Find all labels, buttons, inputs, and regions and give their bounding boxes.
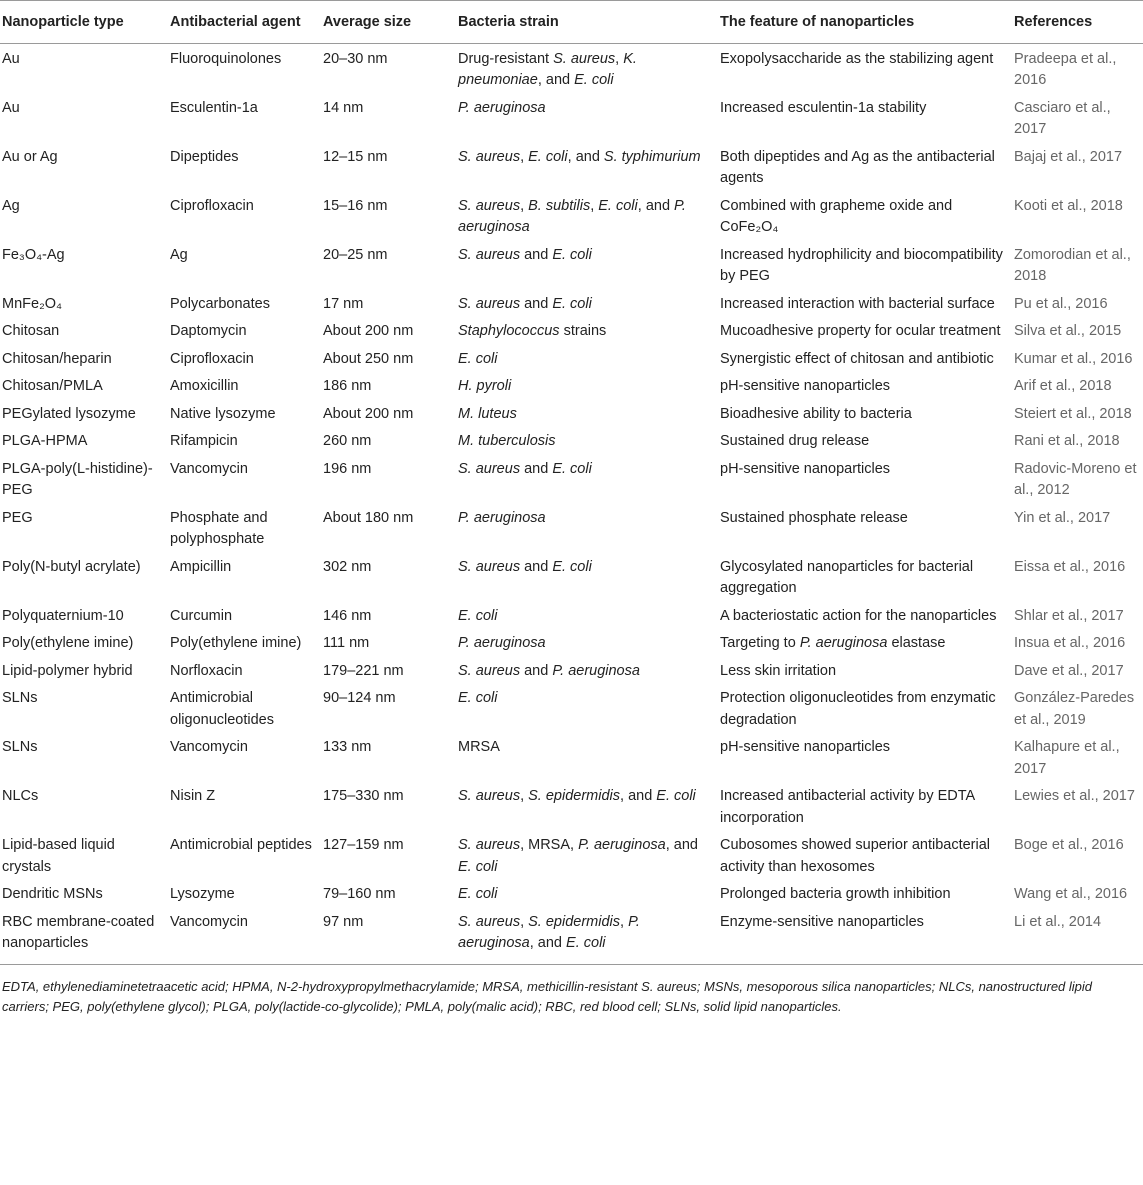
- italic-text-segment: P. aeruginosa: [458, 635, 546, 651]
- cell-nanoparticle-type: Chitosan: [2, 323, 60, 339]
- italic-text-segment: E. coli: [458, 607, 498, 624]
- cell-bacteria-strain: [456, 291, 718, 319]
- header-antibacterial-agent: Antibacterial agent: [170, 14, 301, 30]
- cell-bacteria-strain: [456, 373, 718, 401]
- cell-average-size: 133 nm: [323, 739, 372, 755]
- cell-feature: Prolonged bacteria growth inhibition: [720, 886, 951, 902]
- italic-text-segment: S. aureus: [553, 50, 616, 67]
- cell-feature: [718, 630, 1012, 658]
- italic-text-segment: S. aureus: [458, 246, 521, 263]
- table-row: [0, 456, 1143, 505]
- italic-text-segment: E. coli: [458, 350, 498, 367]
- italic-text-segment: P. aeruginosa: [458, 197, 686, 235]
- cell-feature: A bacteriostatic action for the nanoparticles: [720, 607, 997, 624]
- cell-bacteria-strain: [456, 144, 718, 193]
- text-segment: ,: [520, 197, 529, 214]
- text-segment: Drug-resistant: [458, 50, 554, 67]
- cell-reference: González-Paredes et al., 2019: [1014, 690, 1135, 728]
- text-segment: elastase: [887, 635, 946, 651]
- cell-reference: Boge et al., 2016: [1014, 837, 1124, 853]
- italic-text-segment: E. coli: [598, 197, 638, 214]
- cell-average-size: 15–16 nm: [323, 197, 388, 214]
- cell-reference: Lewies et al., 2017: [1014, 788, 1135, 804]
- italic-text-segment: P. aeruginosa: [552, 662, 640, 679]
- text-segment: ,: [520, 148, 529, 165]
- cell-antibacterial-agent: Native lysozyme: [170, 405, 276, 422]
- italic-text-segment: Staphylococcus: [458, 323, 560, 339]
- cell-nanoparticle-type: Au: [2, 50, 20, 67]
- cell-average-size: 97 nm: [323, 913, 364, 930]
- table-row: [0, 505, 1143, 554]
- italic-text-segment: P. aeruginosa: [458, 913, 640, 951]
- cell-feature: pH-sensitive nanoparticles: [720, 739, 891, 755]
- cell-average-size: 12–15 nm: [323, 148, 388, 165]
- italic-text-segment: S. epidermidis: [528, 913, 621, 930]
- header-bacteria-strain: Bacteria strain: [458, 14, 559, 30]
- cell-antibacterial-agent: Antimicrobial peptides: [170, 837, 312, 853]
- text-segment: Targeting to: [720, 635, 800, 651]
- cell-bacteria-strain: [456, 505, 718, 554]
- table-row: [0, 242, 1143, 291]
- cell-nanoparticle-type: PEG: [2, 509, 33, 526]
- table-row: [0, 734, 1143, 783]
- cell-feature: Bioadhesive ability to bacteria: [720, 405, 912, 422]
- italic-text-segment: S. aureus: [458, 558, 521, 575]
- cell-antibacterial-agent: Vancomycin: [170, 739, 248, 755]
- italic-text-segment: E. coli: [552, 295, 592, 312]
- cell-antibacterial-agent: Polycarbonates: [170, 295, 270, 312]
- text-segment: ,: [615, 50, 624, 67]
- cell-antibacterial-agent: Vancomycin: [170, 913, 248, 930]
- table-row: [0, 783, 1143, 832]
- cell-average-size: 79–160 nm: [323, 886, 396, 902]
- cell-reference: Zomorodian et al., 2018: [1014, 246, 1131, 284]
- italic-text-segment: P. aeruginosa: [458, 509, 546, 526]
- cell-reference: Wang et al., 2016: [1014, 886, 1128, 902]
- cell-average-size: 186 nm: [323, 378, 372, 394]
- cell-nanoparticle-type: Poly(N-butyl acrylate): [2, 558, 141, 575]
- cell-reference: Silva et al., 2015: [1014, 323, 1122, 339]
- italic-text-segment: E. coli: [552, 558, 592, 575]
- cell-reference: Rani et al., 2018: [1014, 433, 1120, 449]
- text-segment: , and: [637, 197, 675, 214]
- cell-nanoparticle-type: PLGA-poly(L-histidine)-PEG: [2, 460, 153, 498]
- text-segment: ,: [620, 913, 629, 930]
- table-row: [0, 43, 1143, 95]
- cell-average-size: 20–30 nm: [323, 50, 388, 67]
- italic-text-segment: E. coli: [552, 460, 592, 477]
- cell-feature: Cubosomes showed superior antibacterial activity than hexosomes: [720, 837, 991, 875]
- header-average-size: Average size: [323, 14, 412, 30]
- cell-nanoparticle-type: Lipid-based liquid crystals: [2, 837, 115, 875]
- italic-text-segment: S. aureus: [458, 837, 521, 853]
- cell-average-size: About 250 nm: [323, 350, 414, 367]
- text-segment: ,: [590, 197, 599, 214]
- italic-text-segment: S. aureus: [458, 662, 521, 679]
- cell-reference: Dave et al., 2017: [1014, 662, 1124, 679]
- table-footnote: EDTA, ethylenediaminetetraacetic acid; HPMA, N-2-hydroxypropylmethacrylamide; MRSA, methicillin-resistant S. aureus; MSNs, mesoporous silica nanoparticles; NLCs, nanostructured lipid carriers; PEG, poly(ethylene glycol); PLGA, poly(lactide-co-glycolide); PMLA, poly(malic acid); RBC, red blood cell; SLNs, solid lipid nanoparticles.: [2, 978, 1093, 1014]
- cell-antibacterial-agent: Norfloxacin: [170, 662, 243, 679]
- cell-bacteria-strain: [456, 909, 718, 965]
- text-segment: ,: [520, 913, 529, 930]
- table-header: [0, 1, 1143, 44]
- cell-antibacterial-agent: Fluoroquinolones: [170, 50, 282, 67]
- cell-feature: Exopolysaccharide as the stabilizing agent: [720, 50, 994, 67]
- cell-bacteria-strain: [456, 242, 718, 291]
- cell-antibacterial-agent: Phosphate and polyphosphate: [170, 509, 268, 547]
- text-segment: ,: [520, 788, 529, 804]
- cell-nanoparticle-type: NLCs: [2, 788, 39, 804]
- cell-feature: pH-sensitive nanoparticles: [720, 378, 891, 394]
- cell-bacteria-strain: [456, 658, 718, 686]
- italic-text-segment: E. coli: [574, 72, 614, 88]
- cell-reference: Bajaj et al., 2017: [1014, 148, 1123, 165]
- header-references: References: [1014, 14, 1093, 30]
- cell-average-size: 17 nm: [323, 295, 364, 312]
- table-row: [0, 554, 1143, 603]
- cell-average-size: 302 nm: [323, 558, 372, 575]
- cell-nanoparticle-type: Polyquaternium-10: [2, 607, 124, 624]
- italic-text-segment: M. tuberculosis: [458, 433, 556, 449]
- table-body: [0, 43, 1143, 964]
- cell-feature: Both dipeptides and Ag as the antibacterial agents: [720, 148, 995, 186]
- table-row: [0, 428, 1143, 456]
- table-row: [0, 318, 1143, 346]
- italic-text-segment: P. aeruginosa: [799, 635, 888, 651]
- cell-nanoparticle-type: Poly(ethylene imine): [2, 635, 134, 651]
- text-segment: and: [520, 460, 553, 477]
- cell-bacteria-strain: [456, 783, 718, 832]
- italic-text-segment: B. subtilis: [528, 197, 591, 214]
- italic-text-segment: E. coli: [458, 886, 498, 902]
- cell-bacteria-strain: [456, 734, 718, 783]
- italic-text-segment: M. luteus: [458, 405, 517, 422]
- cell-reference: Kalhapure et al., 2017: [1014, 739, 1120, 777]
- cell-antibacterial-agent: Ciprofloxacin: [170, 197, 254, 214]
- cell-feature: Combined with grapheme oxide and CoFe₂O₄: [720, 197, 953, 235]
- cell-antibacterial-agent: Nisin Z: [170, 788, 216, 804]
- italic-text-segment: E. coli: [528, 148, 568, 165]
- table-row: [0, 909, 1143, 965]
- cell-bacteria-strain: [456, 428, 718, 456]
- cell-average-size: 127–159 nm: [323, 837, 404, 853]
- cell-feature: Increased hydrophilicity and biocompatibility by PEG: [720, 246, 1003, 284]
- cell-feature: Glycosylated nanoparticles for bacterial aggregation: [720, 558, 974, 596]
- cell-antibacterial-agent: Dipeptides: [170, 148, 239, 165]
- cell-bacteria-strain: [456, 95, 718, 144]
- italic-text-segment: S. aureus: [458, 197, 521, 214]
- text-segment: , MRSA,: [520, 837, 579, 853]
- cell-antibacterial-agent: Ciprofloxacin: [170, 350, 254, 367]
- table-row: [0, 401, 1143, 429]
- text-segment: and: [520, 558, 553, 575]
- table-row: [0, 95, 1143, 144]
- text-segment: and: [520, 662, 553, 679]
- italic-text-segment: E. coli: [458, 858, 498, 875]
- cell-nanoparticle-type: SLNs: [2, 690, 38, 706]
- cell-average-size: About 200 nm: [323, 405, 414, 422]
- cell-reference: Li et al., 2014: [1014, 913, 1102, 930]
- table-row: [0, 685, 1143, 734]
- cell-reference: Radovic-Moreno et al., 2012: [1014, 460, 1137, 498]
- text-segment: , and: [567, 148, 604, 165]
- italic-text-segment: H. pyroli: [458, 378, 512, 394]
- cell-bacteria-strain: [456, 401, 718, 429]
- italic-text-segment: S. aureus: [458, 913, 521, 930]
- table-row: [0, 658, 1143, 686]
- cell-reference: Pradeepa et al., 2016: [1014, 50, 1117, 88]
- cell-reference: Insua et al., 2016: [1014, 635, 1126, 651]
- cell-bacteria-strain: [456, 318, 718, 346]
- table-row: [0, 193, 1143, 242]
- cell-feature: Increased esculentin-1a stability: [720, 99, 927, 116]
- cell-nanoparticle-type: PEGylated lysozyme: [2, 405, 136, 422]
- cell-reference: Kooti et al., 2018: [1014, 197, 1123, 214]
- header-nanoparticle-type: Nanoparticle type: [2, 14, 124, 30]
- cell-nanoparticle-type: Ag: [2, 197, 20, 214]
- cell-feature: pH-sensitive nanoparticles: [720, 460, 891, 477]
- cell-nanoparticle-type: Lipid-polymer hybrid: [2, 662, 133, 679]
- cell-antibacterial-agent: Lysozyme: [170, 886, 235, 902]
- cell-bacteria-strain: [456, 554, 718, 603]
- cell-reference: Eissa et al., 2016: [1014, 558, 1126, 575]
- cell-nanoparticle-type: MnFe₂O₄: [2, 295, 62, 312]
- table-row: [0, 881, 1143, 909]
- table-row: [0, 144, 1143, 193]
- text-segment: strains: [559, 323, 607, 339]
- cell-bacteria-strain: [456, 193, 718, 242]
- cell-feature: Sustained drug release: [720, 433, 870, 449]
- cell-average-size: 196 nm: [323, 460, 372, 477]
- cell-average-size: 175–330 nm: [323, 788, 404, 804]
- table-row: [0, 630, 1143, 658]
- italic-text-segment: E. coli: [458, 690, 498, 706]
- cell-average-size: 179–221 nm: [323, 662, 404, 679]
- cell-average-size: 20–25 nm: [323, 246, 388, 263]
- table-row: [0, 346, 1143, 374]
- cell-antibacterial-agent: Ampicillin: [170, 558, 232, 575]
- cell-reference: Shlar et al., 2017: [1014, 607, 1124, 624]
- cell-bacteria-strain: [456, 346, 718, 374]
- italic-text-segment: E. coli: [566, 935, 606, 951]
- cell-average-size: 111 nm: [323, 635, 370, 651]
- cell-antibacterial-agent: Rifampicin: [170, 433, 238, 449]
- italic-text-segment: E. coli: [656, 788, 696, 804]
- cell-bacteria-strain: [456, 43, 718, 95]
- italic-text-segment: S. aureus: [458, 295, 521, 312]
- cell-nanoparticle-type: Dendritic MSNs: [2, 886, 103, 902]
- text-segment: and: [520, 295, 553, 312]
- cell-average-size: 90–124 nm: [323, 690, 396, 706]
- cell-feature: Mucoadhesive property for ocular treatment: [720, 323, 1001, 339]
- cell-reference: Yin et al., 2017: [1014, 509, 1111, 526]
- table-row: [0, 373, 1143, 401]
- cell-feature: Synergistic effect of chitosan and antibiotic: [720, 350, 994, 367]
- cell-antibacterial-agent: Vancomycin: [170, 460, 248, 477]
- cell-nanoparticle-type: Chitosan/PMLA: [2, 378, 103, 394]
- italic-text-segment: P. aeruginosa: [578, 837, 666, 853]
- italic-text-segment: S. aureus: [458, 788, 521, 804]
- cell-nanoparticle-type: Fe₃O₄-Ag: [2, 246, 65, 263]
- cell-bacteria-strain: [456, 685, 718, 734]
- cell-antibacterial-agent: Curcumin: [170, 607, 233, 624]
- cell-feature: Protection oligonucleotides from enzymatic degradation: [720, 690, 996, 728]
- cell-nanoparticle-type: SLNs: [2, 739, 38, 755]
- text-segment: , and: [529, 935, 567, 951]
- cell-nanoparticle-type: Au or Ag: [2, 148, 58, 165]
- text-segment: MRSA: [458, 739, 500, 755]
- cell-average-size: 146 nm: [323, 607, 372, 624]
- cell-average-size: About 180 nm: [323, 509, 414, 526]
- cell-feature: Less skin irritation: [720, 662, 837, 679]
- cell-antibacterial-agent: Antimicrobial oligonucleotides: [170, 690, 274, 728]
- cell-bacteria-strain: [456, 832, 718, 881]
- table-row: [0, 832, 1143, 881]
- table-row: [0, 603, 1143, 631]
- cell-average-size: 260 nm: [323, 433, 372, 449]
- cell-bacteria-strain: [456, 881, 718, 909]
- italic-text-segment: S. aureus: [458, 460, 521, 477]
- text-segment: , and: [665, 837, 698, 853]
- cell-reference: Steiert et al., 2018: [1014, 405, 1132, 422]
- header-feature: The feature of nanoparticles: [720, 14, 915, 30]
- cell-reference: Pu et al., 2016: [1014, 295, 1108, 312]
- cell-reference: Arif et al., 2018: [1014, 378, 1112, 394]
- cell-nanoparticle-type: Chitosan/heparin: [2, 350, 112, 367]
- cell-antibacterial-agent: Amoxicillin: [170, 378, 239, 394]
- italic-text-segment: S. epidermidis: [528, 788, 621, 804]
- cell-reference: Casciaro et al., 2017: [1014, 99, 1111, 137]
- italic-text-segment: K. pneumoniae: [458, 50, 637, 88]
- text-segment: , and: [620, 788, 657, 804]
- cell-feature: Increased antibacterial activity by EDTA incorporation: [720, 788, 975, 826]
- cell-bacteria-strain: [456, 456, 718, 505]
- italic-text-segment: P. aeruginosa: [458, 99, 546, 116]
- table-row: [0, 291, 1143, 319]
- cell-average-size: 14 nm: [323, 99, 364, 116]
- cell-nanoparticle-type: RBC membrane-coated nanoparticles: [2, 913, 155, 951]
- cell-reference: Kumar et al., 2016: [1014, 350, 1133, 367]
- cell-nanoparticle-type: PLGA-HPMA: [2, 433, 88, 449]
- cell-feature: Enzyme-sensitive nanoparticles: [720, 913, 924, 930]
- cell-feature: Sustained phosphate release: [720, 509, 908, 526]
- italic-text-segment: S. typhimurium: [603, 148, 701, 165]
- cell-antibacterial-agent: Esculentin-1a: [170, 99, 258, 116]
- text-segment: , and: [537, 72, 575, 88]
- cell-antibacterial-agent: Daptomycin: [170, 323, 247, 339]
- cell-average-size: About 200 nm: [323, 323, 414, 339]
- text-segment: and: [520, 246, 553, 263]
- italic-text-segment: S. aureus: [458, 148, 521, 165]
- cell-antibacterial-agent: Ag: [170, 246, 188, 263]
- cell-antibacterial-agent: Poly(ethylene imine): [170, 635, 302, 651]
- cell-nanoparticle-type: Au: [2, 99, 20, 116]
- cell-feature: Increased interaction with bacterial surface: [720, 295, 995, 312]
- cell-bacteria-strain: [456, 630, 718, 658]
- italic-text-segment: E. coli: [552, 246, 592, 263]
- header-row: [0, 1, 1143, 44]
- cell-bacteria-strain: [456, 603, 718, 631]
